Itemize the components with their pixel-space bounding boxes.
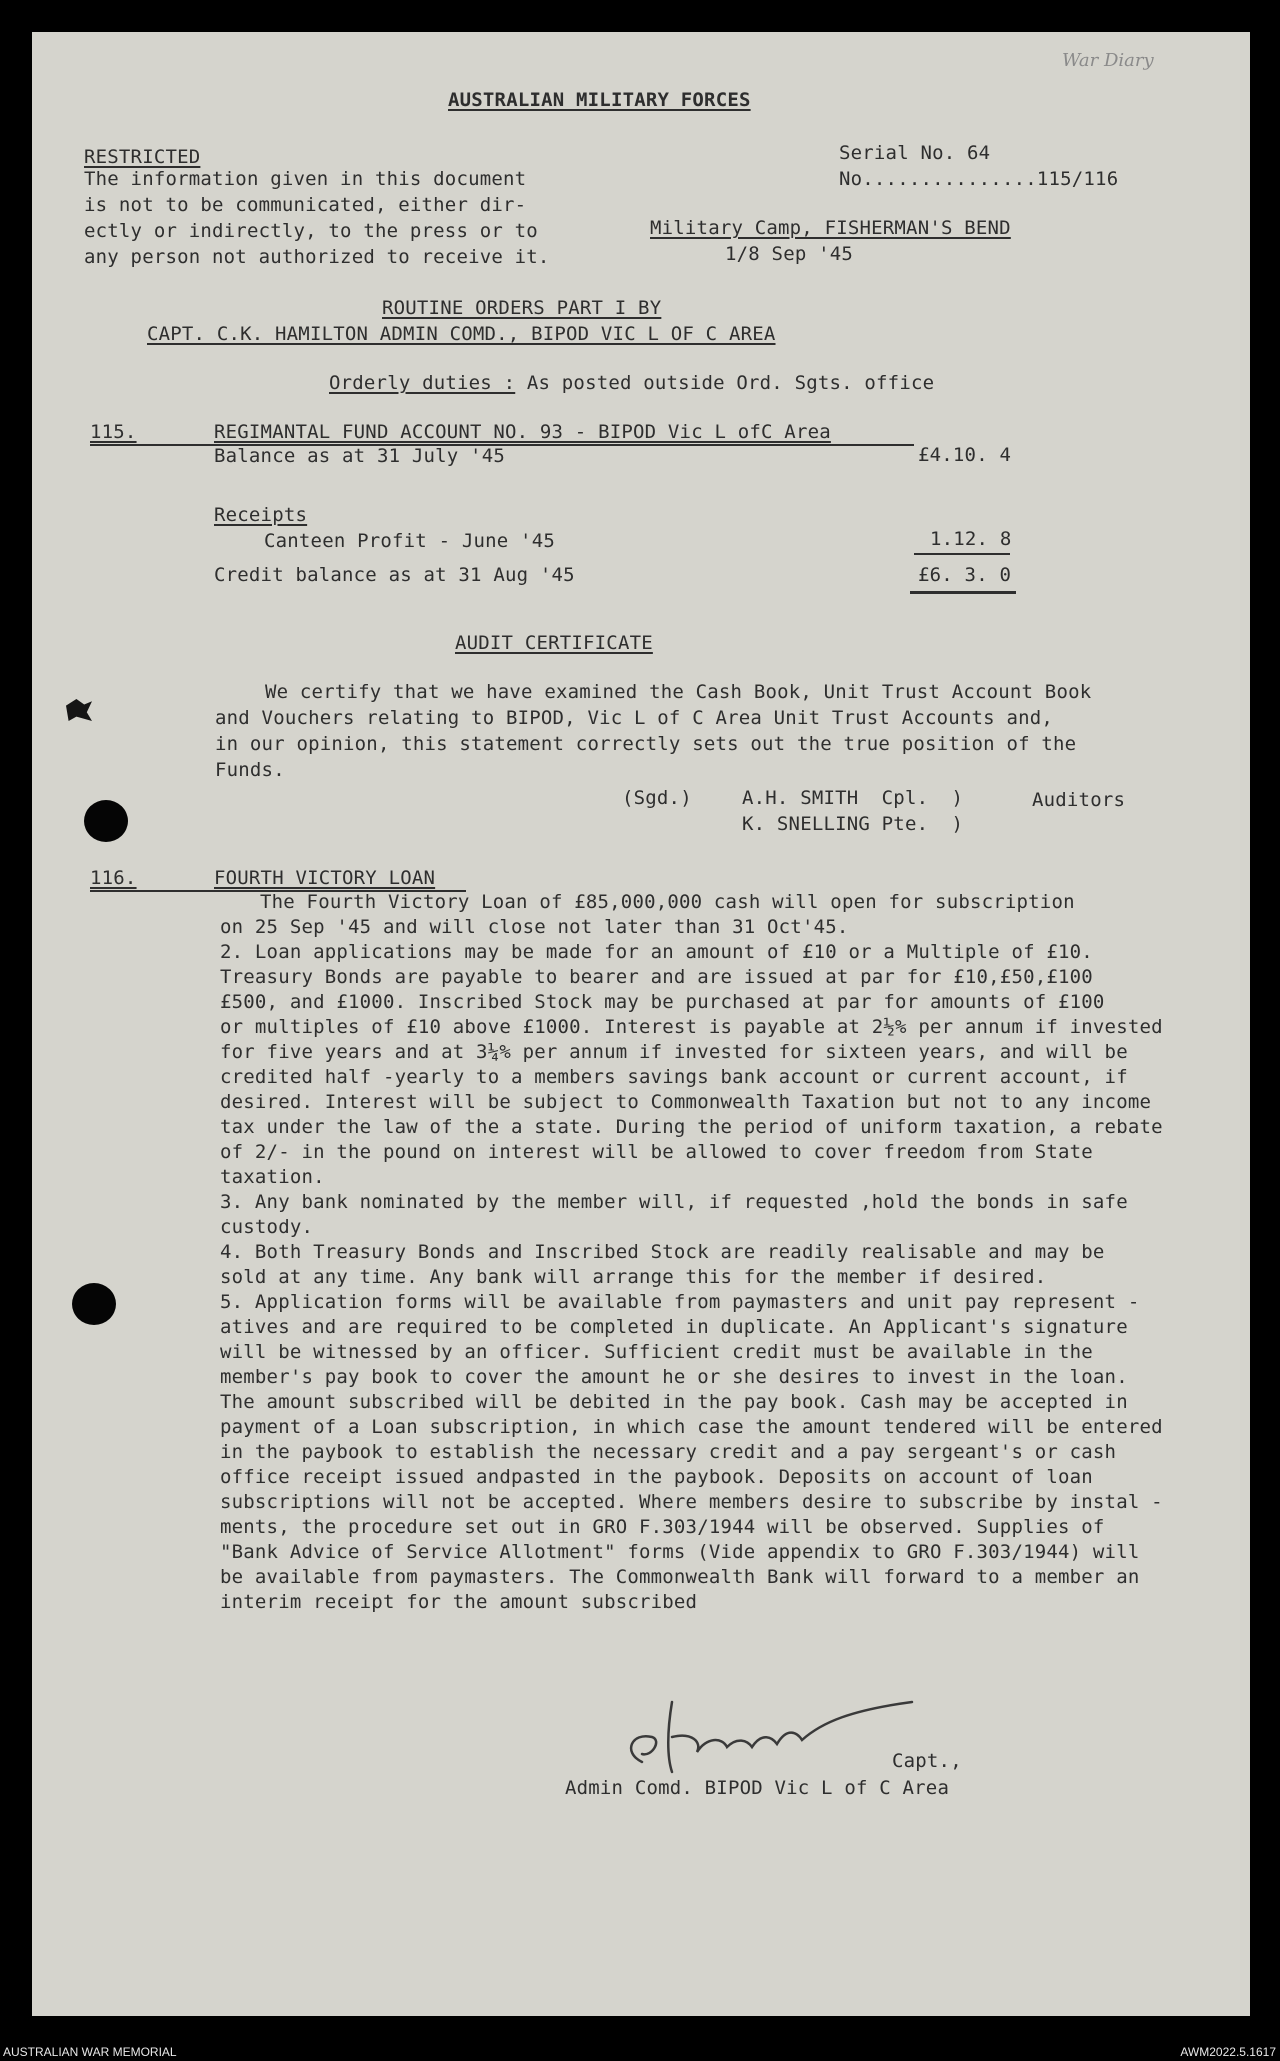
section-number: 116. [90, 867, 137, 889]
signatory-rank: Capt., [892, 1750, 962, 1772]
audit-line: Funds. [215, 759, 285, 781]
handwritten-annotation: War Diary [1062, 50, 1154, 71]
sum-rule [914, 553, 1010, 555]
auditor-name: K. SNELLING Pte. ) [742, 813, 964, 835]
loan-line: taxation. [220, 1166, 325, 1188]
section-heading: REGIMANTAL FUND ACCOUNT NO. 93 - BIPOD Vic L ofC Area [214, 421, 831, 443]
punch-hole [84, 800, 128, 842]
loan-line: on 25 Sep '45 and will close not later than 31 Oct'45. [220, 916, 849, 938]
balance-label: Balance as at 31 July '45 [214, 445, 505, 467]
credit-label: Credit balance as at 31 Aug '45 [214, 564, 575, 586]
receipts-label: Receipts [214, 504, 308, 526]
loan-line: of 2/- in the pound on interest will be allowed to cover freedom from State [220, 1141, 1093, 1163]
loan-line: 4. Both Treasury Bonds and Inscribed Stock are readily realisable and may be [220, 1241, 1105, 1263]
auditor-name: A.H. SMITH Cpl. ) [742, 787, 964, 809]
loan-line: 5. Application forms will be available from paymasters and unit pay represent - [220, 1291, 1140, 1313]
loan-line: credited half -yearly to a members savings bank account or current account, if [220, 1066, 1128, 1088]
loan-line: will be witnessed by an officer. Sufficient credit must be available in the [220, 1341, 1093, 1363]
audit-title: AUDIT CERTIFICATE [455, 632, 653, 654]
loan-line: or multiples of £10 above £1000. Interest is payable at 2½% per annum if invested [220, 1016, 1163, 1038]
orderly-label: Orderly duties : [329, 372, 516, 394]
section-heading: FOURTH VICTORY LOAN [214, 867, 436, 889]
loan-line: be available from paymasters. The Commonwealth Bank will forward to a member an [220, 1566, 1140, 1588]
loan-line: subscriptions will not be accepted. Where members desire to subscribe by instal - [220, 1491, 1163, 1513]
footer-accession-number: AWM2022.5.1617 [1180, 2045, 1276, 2059]
restricted-label: RESTRICTED [84, 146, 201, 168]
restricted-line: The information given in this document [84, 168, 527, 190]
loan-line: sold at any time. Any bank will arrange this for the member if desired. [220, 1266, 1047, 1288]
loan-line: desired. Interest will be subject to Commonwealth Taxation but not to any income [220, 1091, 1152, 1113]
paper-tear [66, 699, 92, 721]
orderly-text: As posted outside Ord. Sgts. office [515, 372, 935, 394]
orders-subtitle: CAPT. C.K. HAMILTON ADMIN COMD., BIPOD VIC L OF C AREA [147, 323, 776, 345]
loan-line: 3. Any bank nominated by the member will, if requested ,hold the bonds in safe [220, 1191, 1128, 1213]
balance-value: £4.10. 4 [918, 444, 1012, 466]
loan-line: Treasury Bonds are payable to bearer and are issued at par for £10,£50,£100 [220, 966, 1093, 988]
loan-line: interim receipt for the amount subscribed [220, 1591, 698, 1613]
orders-title: ROUTINE ORDERS PART I BY [382, 297, 662, 319]
footer-credit: AUSTRALIAN WAR MEMORIAL [3, 2045, 177, 2059]
document-page [32, 32, 1250, 2016]
audit-line: We certify that we have examined the Cash Book, Unit Trust Account Book [265, 681, 1092, 703]
auditors-label: Auditors [1032, 789, 1126, 811]
serial-number: Serial No. 64 [839, 142, 991, 164]
punch-hole [72, 1283, 116, 1325]
loan-line: atives and are required to be completed in duplicate. An Applicant's signature [220, 1316, 1140, 1338]
loan-line: office receipt issued andpasted in the paybook. Deposits on account of loan [220, 1466, 1093, 1488]
loan-line: The Fourth Victory Loan of £85,000,000 cash will open for subscription [260, 891, 1075, 913]
loan-line: for five years and at 3¼% per annum if invested for sixteen years, and will be [220, 1041, 1140, 1063]
loan-line: in the paybook to establish the necessary credit and a pay sergeant's or cash [220, 1441, 1117, 1463]
restricted-line: ectly or indirectly, to the press or to [84, 220, 538, 242]
credit-value: £6. 3. 0 [918, 564, 1012, 586]
loan-line: £500, and £1000. Inscribed Stock may be purchased at par for amounts of £100 [220, 991, 1105, 1013]
loan-line: "Bank Advice of Service Allotment" forms (Vide appendix to GRO F.303/1944) will [220, 1541, 1140, 1563]
loan-line: member's pay book to cover the amount he or she desires to invest in the loan. [220, 1366, 1128, 1388]
loan-line: 2. Loan applications may be made for an amount of £10 or a Multiple of £10. [220, 941, 1093, 963]
loan-line: custody. [220, 1216, 314, 1238]
restricted-line: is not to be communicated, either dir- [84, 194, 527, 216]
canteen-label: Canteen Profit - June '45 [264, 530, 555, 552]
order-number: No...............115/116 [839, 168, 1119, 190]
loan-line: tax under the law of the a state. During the period of uniform taxation, a rebate [220, 1116, 1163, 1138]
audit-line: and Vouchers relating to BIPOD, Vic L of C Area Unit Trust Accounts and, [215, 707, 1054, 729]
audit-line: in our opinion, this statement correctly sets out the true position of the [215, 733, 1077, 755]
camp-location: Military Camp, FISHERMAN'S BEND [650, 217, 1011, 239]
restricted-line: any person not authorized to receive it. [84, 246, 550, 268]
canteen-value: 1.12. 8 [930, 528, 1012, 550]
document-title: AUSTRALIAN MILITARY FORCES [448, 89, 751, 111]
loan-line: ments, the procedure set out in GRO F.303/1944 will be observed. Supplies of [220, 1516, 1105, 1538]
loan-line: payment of a Loan subscription, in which case the amount tendered will be entered [220, 1416, 1163, 1438]
signed-label: (Sgd.) [622, 787, 692, 809]
total-rule [910, 591, 1016, 594]
loan-line: The amount subscribed will be debited in the pay book. Cash may be accepted in [220, 1391, 1128, 1413]
section-number: 115. [90, 421, 137, 443]
signatory-title: Admin Comd. BIPOD Vic L of C Area [565, 1777, 950, 1799]
order-date: 1/8 Sep '45 [725, 243, 854, 265]
